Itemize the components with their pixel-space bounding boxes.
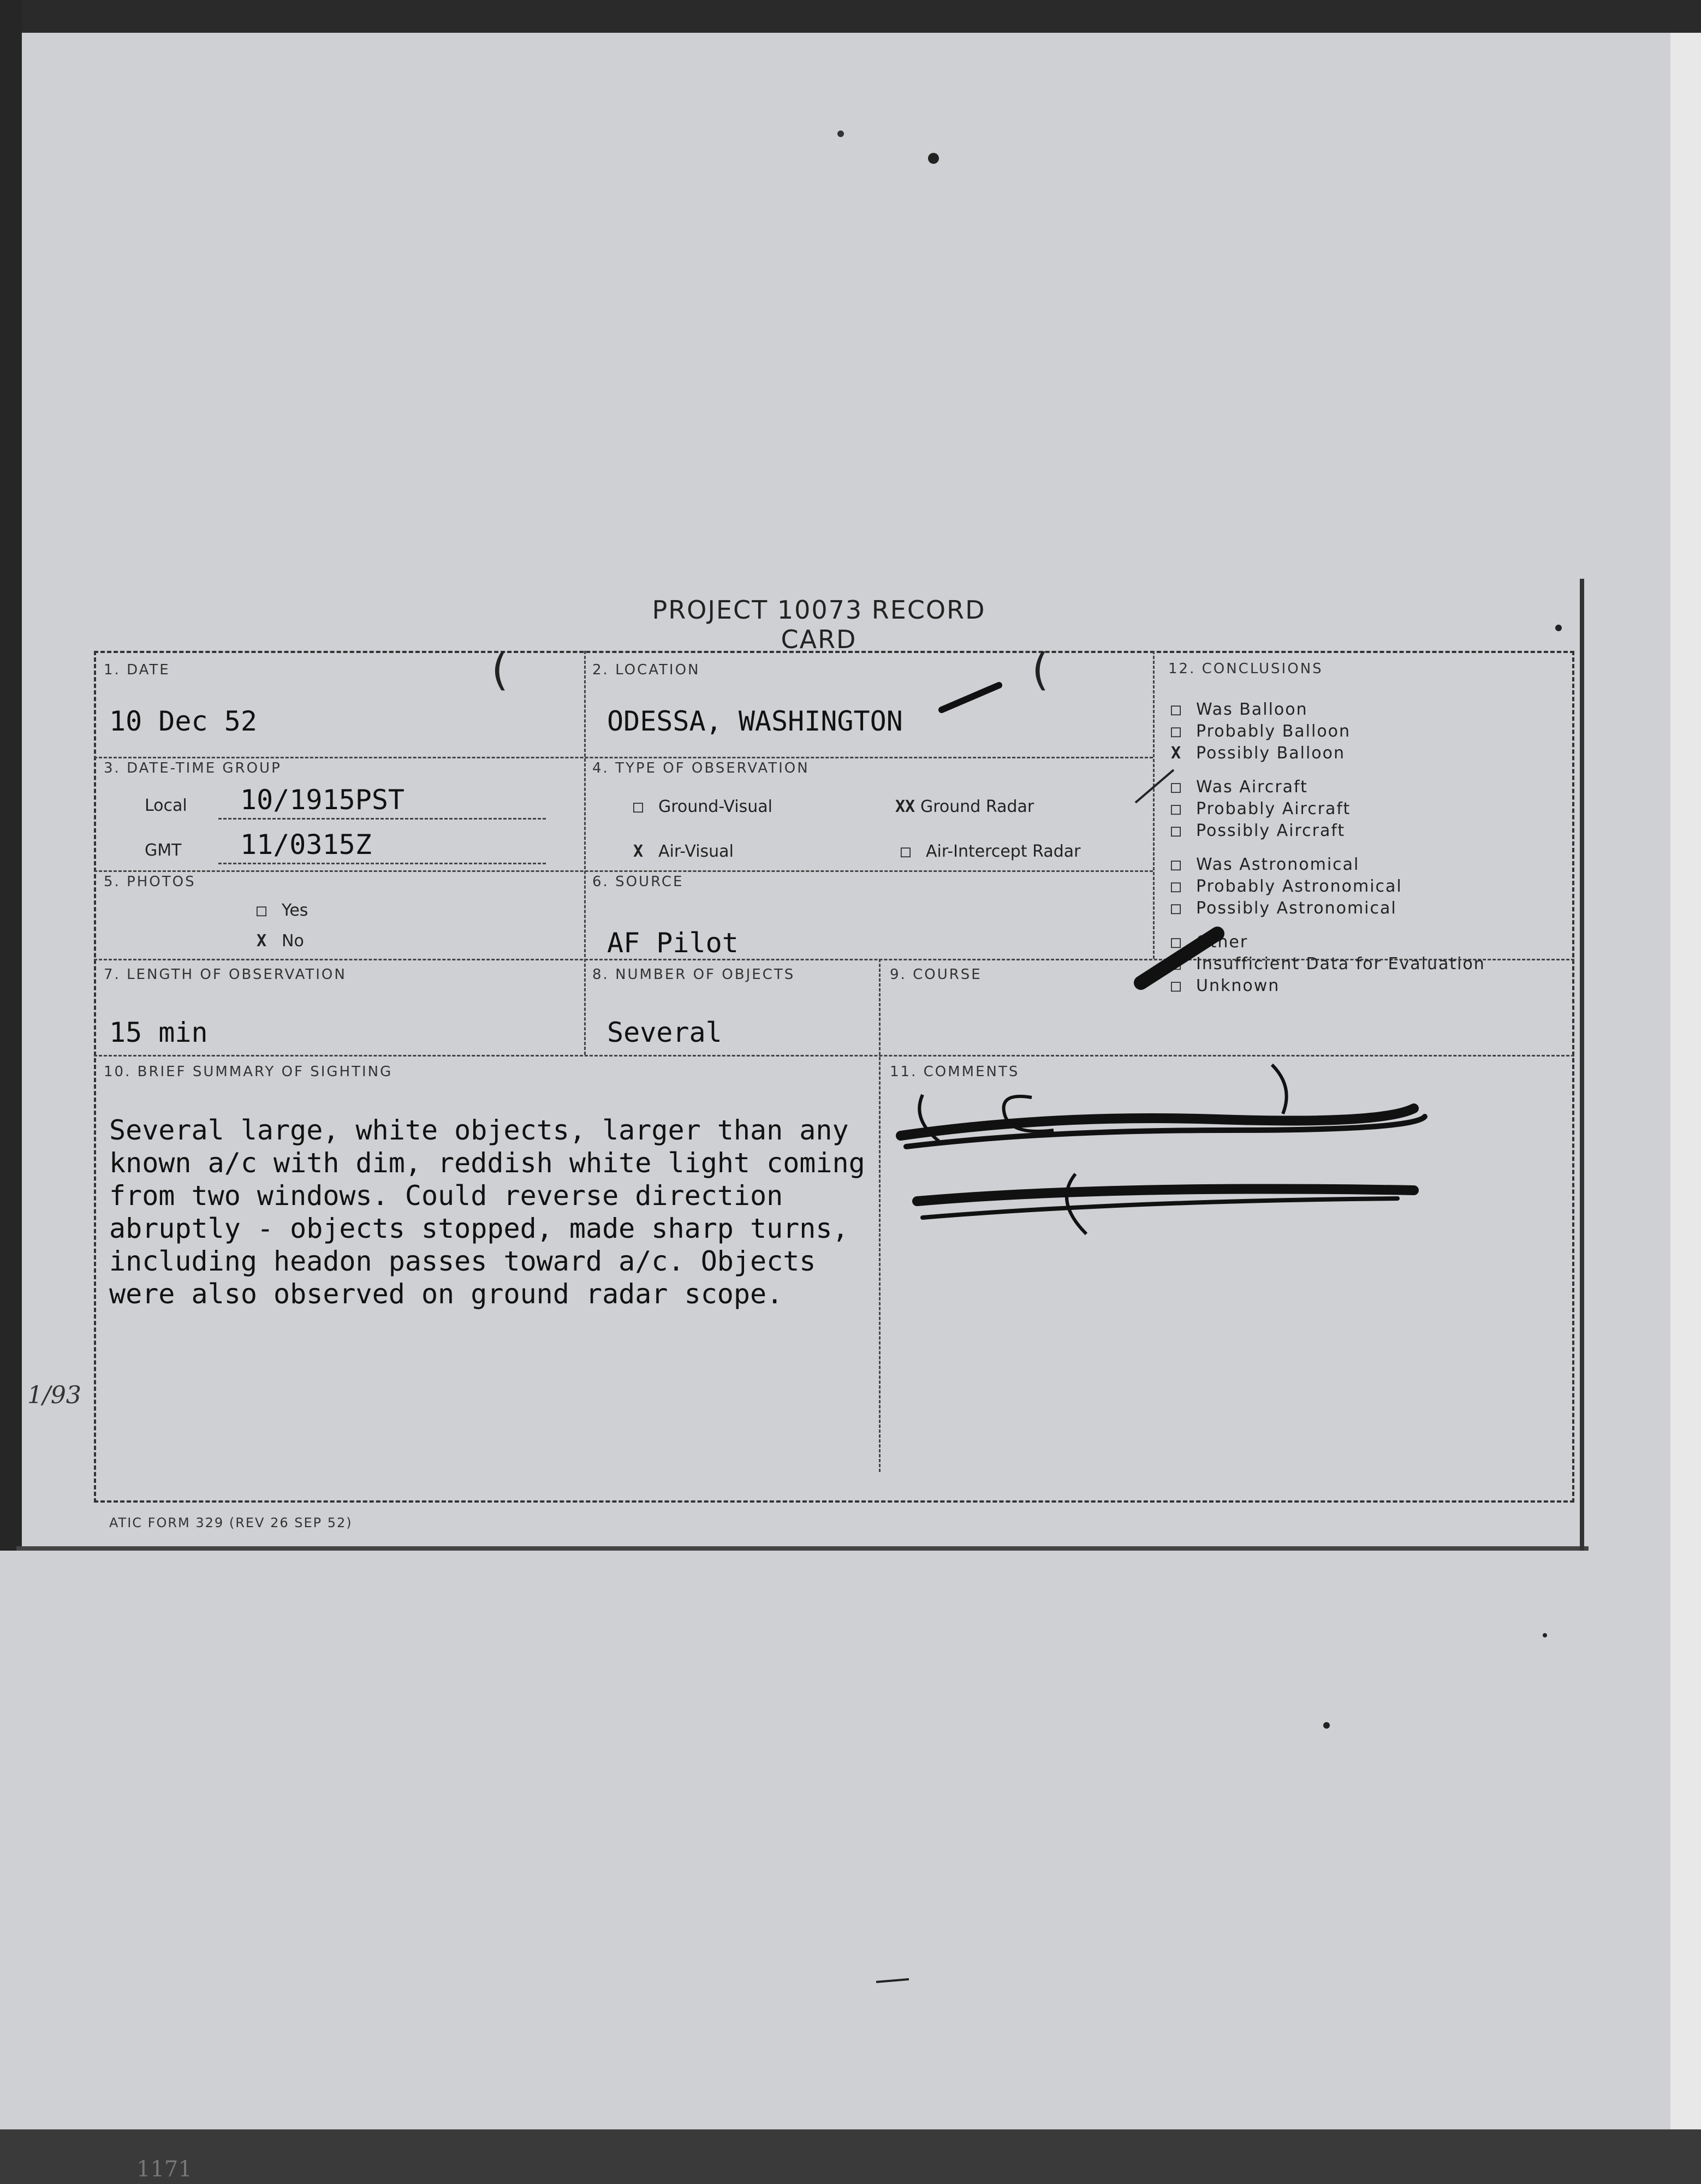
conclusion-possibly-astronomical: □ Possibly Astronomical (1171, 899, 1397, 918)
card-title: PROJECT 10073 RECORD CARD (652, 595, 986, 654)
number-label: 8. NUMBER OF OBJECTS (592, 966, 795, 983)
form-id: ATIC FORM 329 (REV 26 SEP 52) (109, 1515, 353, 1530)
conclusions-label: 12. CONCLUSIONS (1168, 661, 1323, 677)
conclusion-was-aircraft: □ Was Aircraft (1171, 778, 1308, 797)
comments-label: 11. COMMENTS (890, 1064, 1020, 1080)
course-label: 9. COURSE (890, 966, 982, 983)
length-value: 15 min (109, 1017, 208, 1048)
dtg-local-label: Local (145, 796, 187, 815)
dtg-local-value: 10/1915PST (240, 784, 405, 816)
summary-line: abruptly - objects stopped, made sharp turns, (109, 1213, 849, 1244)
summary-label: 10. BRIEF SUMMARY OF SIGHTING (104, 1064, 393, 1080)
summary-line: including headon passes toward a/c. Objects (109, 1245, 816, 1277)
summary-line: known a/c with dim, reddish white light coming (109, 1147, 865, 1179)
obs-option-ground-visual: □ Ground-Visual (633, 797, 772, 816)
date-label: 1. DATE (104, 662, 170, 678)
photos-label: 5. PHOTOS (104, 874, 196, 890)
obs-option-air-intercept-radar: □ Air-Intercept Radar (901, 842, 1081, 861)
handwritten-side-note: 1/93 (27, 1381, 81, 1409)
conclusion-probably-balloon: □ Probably Balloon (1171, 722, 1351, 741)
bracket-mark: ( (1032, 644, 1049, 695)
summary-line: from two windows. Could reverse direction (109, 1180, 783, 1212)
conclusion-unknown: □ Unknown (1171, 976, 1280, 995)
location-label: 2. LOCATION (592, 662, 700, 678)
observation-type-label: 4. TYPE OF OBSERVATION (592, 760, 810, 776)
source-label: 6. SOURCE (592, 874, 684, 890)
photos-option-no: X No (257, 931, 304, 951)
conclusion-insufficient-data: □ Insufficient Data for Evaluation (1171, 954, 1485, 974)
dtg-gmt-label: GMT (145, 841, 182, 860)
conclusion-possibly-aircraft: □ Possibly Aircraft (1171, 821, 1346, 840)
bracket-mark: ( (491, 644, 509, 695)
summary-line: were also observed on ground radar scope. (109, 1278, 783, 1310)
obs-option-ground-radar: XX Ground Radar (895, 797, 1034, 816)
photos-option-yes: □ Yes (257, 901, 308, 920)
date-value: 10 Dec 52 (109, 705, 257, 737)
dtg-gmt-value: 11/0315Z (240, 829, 372, 860)
conclusion-probably-aircraft: □ Probably Aircraft (1171, 799, 1351, 818)
number-value: Several (607, 1017, 722, 1048)
summary-line: Several large, white objects, larger than any (109, 1114, 849, 1146)
handwritten-bottom-note: 1171 (136, 2157, 192, 2182)
conclusion-was-astronomical: □ Was Astronomical (1171, 855, 1360, 874)
conclusion-was-balloon: □ Was Balloon (1171, 700, 1308, 719)
conclusion-probably-astronomical: □ Probably Astronomical (1171, 877, 1402, 896)
location-value: ODESSA, WASHINGTON (607, 705, 903, 737)
dtg-label: 3. DATE-TIME GROUP (104, 760, 282, 776)
conclusion-other: □ Other (1171, 933, 1248, 952)
source-value: AF Pilot (607, 927, 739, 959)
conclusion-possibly-balloon: X Possibly Balloon (1171, 744, 1345, 763)
length-label: 7. LENGTH OF OBSERVATION (104, 966, 347, 983)
obs-option-air-visual: X Air-Visual (633, 842, 734, 861)
